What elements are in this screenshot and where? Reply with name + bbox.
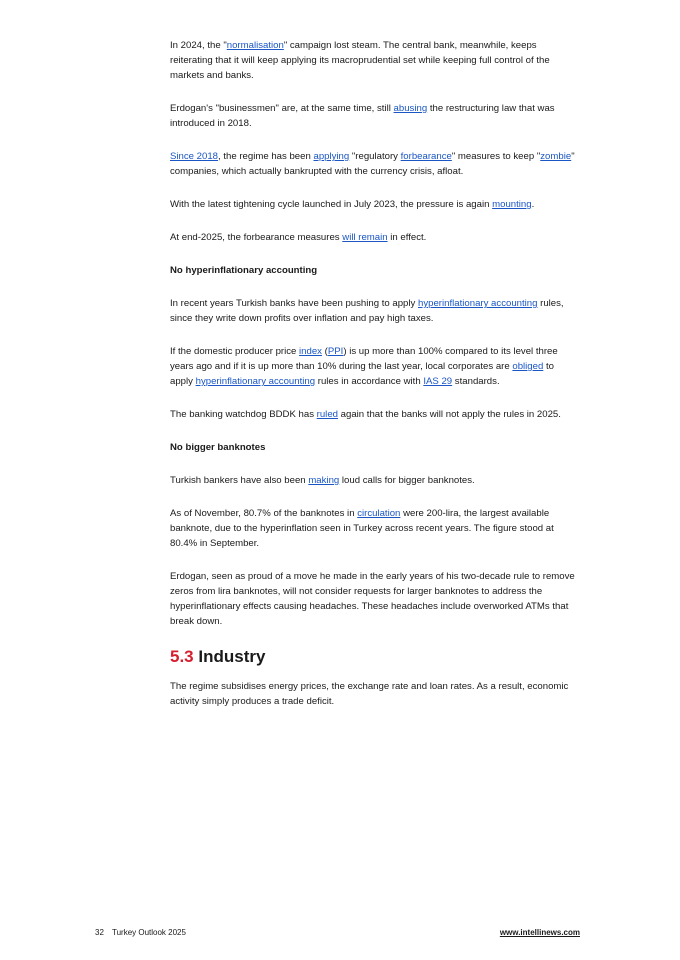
subheading-bigger-banknotes: No bigger banknotes [170,442,266,453]
page-number: 32 [95,928,104,937]
text: In 2024, the " [170,40,227,51]
article-body [170,38,575,727]
paragraph-ppi [170,344,575,389]
text: Erdogan's "businessmen" are, at the same time, still [170,103,394,114]
website-link[interactable]: www.intellinews.com [499,928,580,937]
text: in effect. [387,232,427,243]
text: Turkish bankers have also been [170,475,309,486]
link-obliged[interactable]: obliged [512,361,544,372]
section-title: Industry [198,647,266,666]
text: The banking watchdog BDDK has [170,409,317,420]
link-mounting[interactable]: mounting [492,199,532,210]
text: ( [321,346,328,357]
section-number: 5.3 [170,647,194,666]
text: "regulatory [349,151,401,162]
link-zombie[interactable]: zombie [540,151,572,162]
link-circulation[interactable]: circulation [357,508,401,519]
text: rules in accordance with [315,376,424,387]
link-hyperinflationary-accounting[interactable]: hyperinflationary accounting [418,298,538,309]
text: , the regime has been [218,151,314,162]
text: As of November, 80.7% of the banknotes in [170,508,358,519]
paragraph-circulation [170,506,575,551]
text: the restructuring law that was introduced in 2018. [170,103,555,129]
section-heading-industry [170,647,575,667]
paragraph-businessmen [170,101,575,131]
paragraph-end-2025 [170,230,575,245]
text: . [531,199,535,210]
text: were 200-lira, the largest available banknote, due to the hyperinflation seen in Turkey across recent years. The figure stood at 80.4% in September. [170,508,554,549]
footer-left [95,928,192,938]
link-will-remain[interactable]: will remain [342,232,388,243]
link-ias-29[interactable]: IAS 29 [423,376,453,387]
link-ppi[interactable]: PPI [327,346,344,357]
link-hyperinflationary-accounting-2[interactable]: hyperinflationary accounting [195,376,316,387]
text: If the domestic producer price [170,346,300,357]
subheading-hyperinflationary-accounting: No hyperinflationary accounting [170,265,318,276]
paragraph-erdogan-zeros: Erdogan, seen as proud of a move he made in the early years of his two-decade rule to remove zeros from lira banknotes, will not consider requests for larger banknotes to address the hyperinflationary effects causing headaches. These headaches include overworked ATMs that break down. [170,571,575,627]
text: " measures to keep " [451,151,541,162]
paragraph-normalisation [170,38,575,83]
link-forbearance[interactable]: forbearance [400,151,452,162]
text: With the latest tightening cycle launched in July 2023, the pressure is again [170,199,493,210]
text: standards. [452,376,500,387]
text: " companies, which actually bankrupted with the currency crisis, afloat. [170,151,575,177]
page-footer [95,928,580,938]
text: At end-2025, the forbearance measures [170,232,343,243]
paragraph-forbearance [170,149,575,179]
text: again that the banks will not apply the rules in 2025. [338,409,561,420]
link-normalisation[interactable]: normalisation [226,40,284,51]
publication-title: Turkey Outlook 2025 [111,928,186,937]
text: loud calls for bigger banknotes. [339,475,475,486]
link-abusing[interactable]: abusing [393,103,428,114]
link-applying[interactable]: applying [313,151,350,162]
paragraph-bankers-calls [170,473,575,488]
paragraph-bddk [170,407,575,422]
text: to apply [170,361,554,387]
text: In recent years Turkish banks have been pushing to apply [170,298,418,309]
link-ruled[interactable]: ruled [316,409,338,420]
paragraph-tightening [170,197,575,212]
paragraph-subsidies: The regime subsidises energy prices, the exchange rate and loan rates. As a result, economic activity simply produces a trade deficit. [170,681,569,707]
text: rules, since they write down profits over inflation and pay high taxes. [170,298,564,324]
link-index[interactable]: index [299,346,322,357]
text: ) is up more than 100% compared to its level three years ago and if it is up more than 10% during the last year, local corporates are [170,346,558,372]
link-since-2018[interactable]: Since 2018 [170,151,219,162]
link-making[interactable]: making [308,475,340,486]
text: " campaign lost steam. The central bank, meanwhile, keeps reiterating that it will keep applying its macroprudential set while keeping full control of the markets and banks. [170,40,550,81]
paragraph-banks-pushing [170,296,575,326]
